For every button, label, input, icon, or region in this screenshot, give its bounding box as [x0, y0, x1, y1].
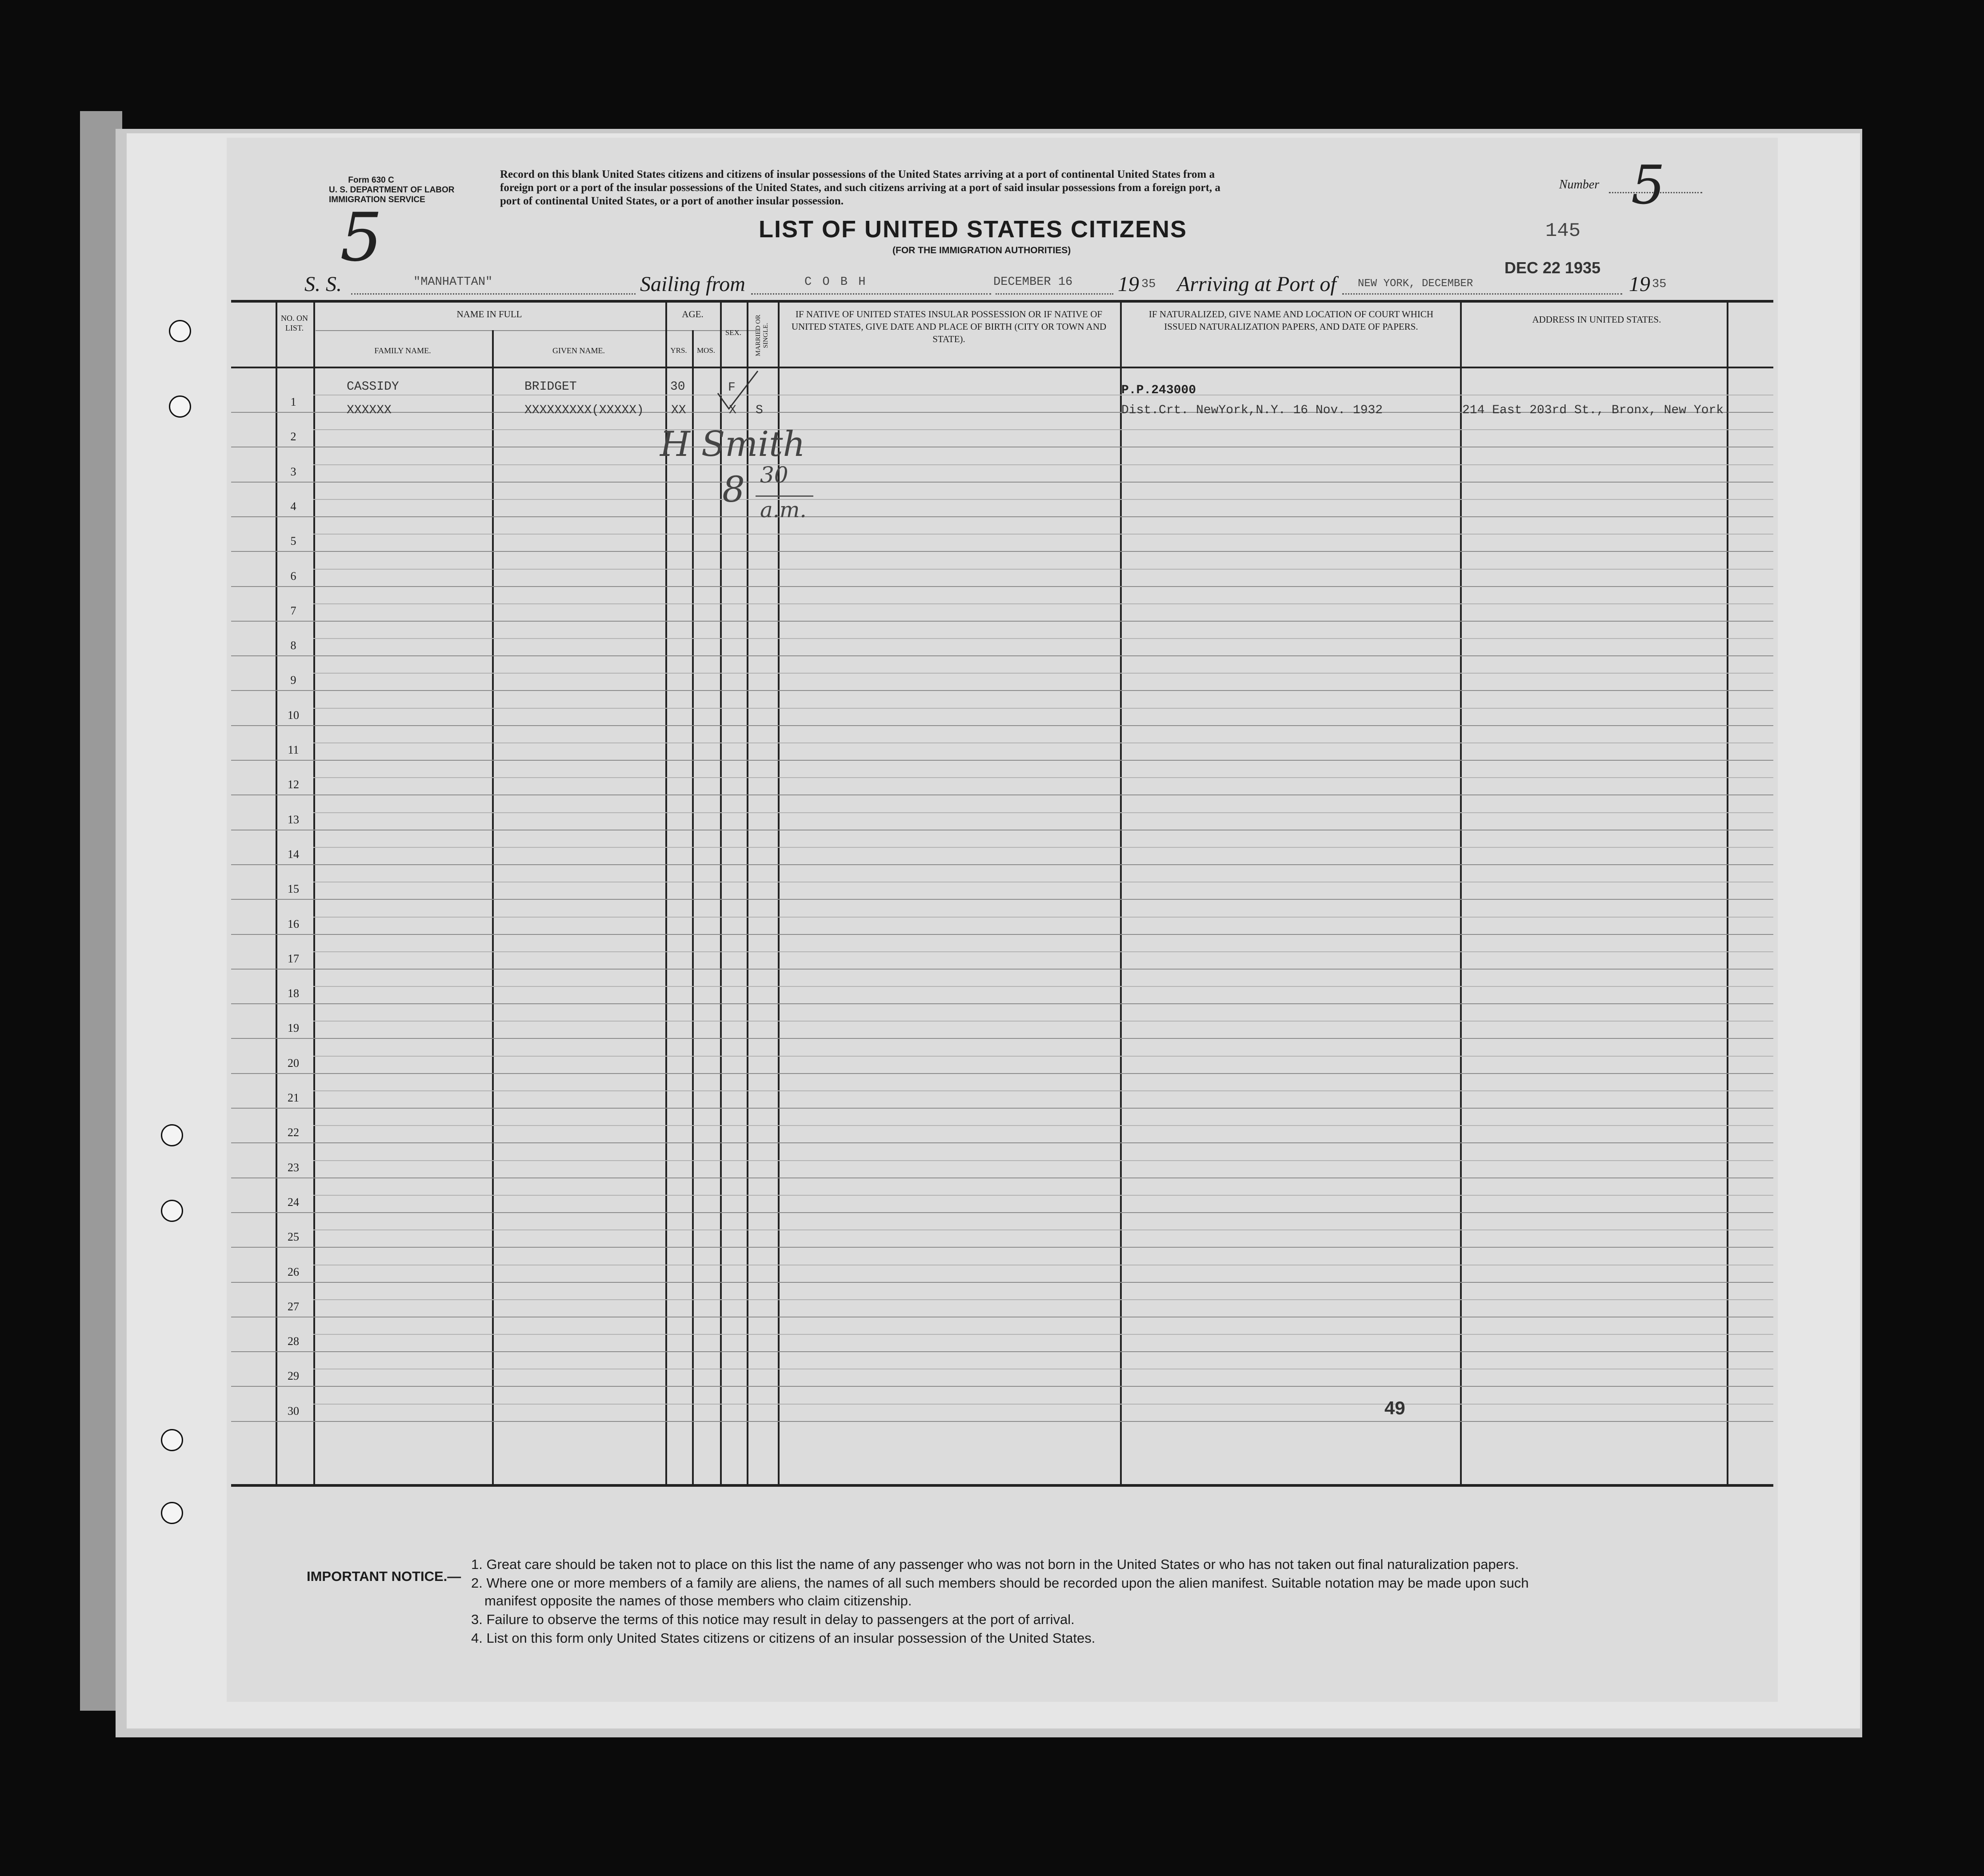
sailing-year-prefix: 19 [1118, 272, 1139, 296]
header-family-name: FAMILY NAME. [374, 346, 431, 355]
header-years: YRS. [670, 346, 687, 355]
header-sex: SEX. [725, 328, 742, 337]
row-subrule [313, 1404, 1773, 1405]
sailing-date-line [996, 293, 1113, 295]
row-rule [231, 1177, 1773, 1178]
row-subrule [313, 603, 1773, 604]
row-rule [231, 1142, 1773, 1143]
row-number: 20 [288, 1056, 299, 1070]
row-number: 12 [288, 778, 299, 791]
header-address: ADDRESS IN UNITED STATES. [1532, 314, 1661, 325]
row-number: 22 [288, 1126, 299, 1139]
row-subrule [313, 1299, 1773, 1300]
row-rule [231, 1282, 1773, 1283]
row-rule [231, 1247, 1773, 1248]
us-address: 214 East 203rd St., Bronx, New York. [1462, 403, 1731, 417]
notice-label: IMPORTANT NOTICE.— [307, 1569, 461, 1584]
header-naturalization: IF NATURALIZED, GIVE NAME AND LOCATION OF COURT WHICH ISSUED NATURALIZATION PAPERS, AND DATE OF PAPERS. [1148, 309, 1434, 332]
sex-struck: X [729, 403, 736, 417]
row-number: 13 [288, 813, 299, 826]
table-bottom-rule [231, 1484, 1773, 1487]
punch-hole [169, 320, 191, 342]
row-number: 18 [288, 987, 299, 1000]
row-subrule [313, 1021, 1773, 1022]
row-number: 7 [290, 604, 296, 617]
arrival-year-prefix: 19 [1629, 272, 1650, 296]
column-divider [720, 300, 722, 1486]
header-no-on-list: NO. ON LIST. [281, 314, 308, 332]
family-name-struck: XXXXXX [347, 403, 392, 417]
notice-item-3: 3. Failure to observe the terms of this notice may result in delay to passengers at the port of arrival. [471, 1612, 1075, 1627]
punch-hole [161, 1200, 183, 1222]
given-name-correction: BRIDGET [524, 380, 577, 394]
sailing-date: DECEMBER 16 [993, 275, 1073, 289]
row-subrule [313, 673, 1773, 674]
passenger-table [231, 300, 1773, 1486]
handwritten-hour: 8 [722, 469, 745, 510]
punch-hole [169, 395, 191, 418]
row-rule [231, 516, 1773, 517]
notice-item-2: 2. Where one or more members of a family are aliens, the names of all such members should be recorded upon the alien manifest. Suitable notation may be made upon such [471, 1575, 1529, 1591]
age-struck: XX [671, 403, 686, 417]
row-subrule [313, 847, 1773, 848]
sailing-from-label: Sailing from [640, 272, 745, 296]
row-subrule [313, 1334, 1773, 1335]
row-subrule [313, 1125, 1773, 1126]
sailing-year: 35 [1141, 278, 1156, 291]
row-number: 21 [288, 1091, 299, 1104]
row-number: 16 [288, 917, 299, 930]
header-months: MOS. [696, 346, 716, 355]
row-subrule [313, 499, 1773, 500]
handwritten-number: 5 [1631, 155, 1665, 216]
row-rule [231, 482, 1773, 483]
sex-correction: F [728, 381, 736, 395]
arrival-year: 35 [1652, 278, 1667, 291]
row-subrule [313, 1090, 1773, 1091]
stamp-number: 145 [1545, 220, 1581, 242]
naturalization-court: Dist.Crt. NewYork,N.Y. 16 Nov. 1932 [1121, 403, 1383, 417]
check-mark-icon [716, 367, 760, 415]
row-number: 14 [288, 847, 299, 861]
column-divider [1460, 300, 1462, 1486]
row-subrule [313, 464, 1773, 465]
header-age: AGE. [682, 309, 704, 319]
handwritten-inspector-name: H Smith [660, 424, 805, 464]
row-rule [231, 1073, 1773, 1074]
row-rule [231, 1003, 1773, 1004]
row-number: 2 [290, 430, 296, 443]
row-rule [231, 969, 1773, 970]
ship-name: "MANHATTAN" [413, 275, 493, 289]
row-subrule [313, 534, 1773, 535]
family-name-correction: CASSIDY [347, 380, 399, 394]
row-rule [231, 725, 1773, 726]
row-rule [231, 794, 1773, 795]
age-correction: 30 [670, 380, 685, 394]
arrival-port-line [1342, 293, 1622, 295]
row-subrule [313, 986, 1773, 987]
row-subrule [313, 1056, 1773, 1057]
row-subrule [313, 951, 1773, 952]
row-subrule [313, 569, 1773, 570]
page-title: LIST OF UNITED STATES CITIZENS [759, 216, 1187, 243]
row-subrule [313, 917, 1773, 918]
table-top-rule [231, 300, 1773, 303]
row-subrule [313, 777, 1773, 778]
row-rule [231, 899, 1773, 900]
row-number: 15 [288, 882, 299, 896]
row-number: 24 [288, 1195, 299, 1209]
number-label: Number [1559, 178, 1600, 192]
handwritten-am: a.m. [760, 498, 807, 523]
form-number: Form 630 C [348, 176, 394, 185]
header-bottom-rule [231, 367, 1773, 368]
ss-label: S. S. [304, 272, 342, 296]
department-label: U. S. DEPARTMENT OF LABOR [329, 185, 455, 195]
instructions-line: foreign port or a port of the insular possessions of the United States, and such citizens arriving at a port of said insular possessions from a foreign port, a [500, 182, 1220, 194]
row-rule [231, 690, 1773, 691]
row-rule [231, 760, 1773, 761]
page-subtitle: (FOR THE IMMIGRATION AUTHORITIES) [892, 245, 1071, 255]
row-number: 30 [288, 1404, 299, 1417]
row-number: 19 [288, 1022, 299, 1035]
notice-item-4: 4. List on this form only United States citizens or citizens of an insular possession of the United States. [471, 1630, 1096, 1646]
row-number: 4 [290, 499, 296, 513]
handwritten-minutes: 30 [760, 462, 788, 488]
row-number: 25 [288, 1230, 299, 1244]
row-subrule [313, 708, 1773, 709]
service-label: IMMIGRATION SERVICE [329, 195, 425, 204]
row-rule [231, 655, 1773, 656]
form-instructions [500, 168, 1220, 208]
column-divider [1120, 300, 1122, 1486]
punch-hole [161, 1124, 183, 1146]
row-number: 11 [288, 743, 299, 756]
row-number: 3 [290, 465, 296, 478]
column-divider [1727, 300, 1728, 1486]
passport-number: P.P.243000 [1121, 383, 1196, 397]
page-count: 49 [1384, 1397, 1405, 1418]
row-number: 6 [290, 569, 296, 583]
punch-hole [161, 1429, 183, 1451]
row-number: 9 [290, 674, 296, 687]
arriving-label: Arriving at Port of [1177, 272, 1336, 296]
row-number: 26 [288, 1265, 299, 1278]
row-number: 10 [288, 708, 299, 722]
column-divider [313, 300, 315, 1486]
row-subrule [313, 638, 1773, 639]
column-divider [665, 300, 667, 1486]
received-date-stamp: DEC 22 1935 [1504, 259, 1601, 277]
sailing-port: C O B H [804, 275, 868, 289]
sailing-port-line [751, 293, 991, 295]
notice-item-2-cont: manifest opposite the names of those members who claim citizenship. [484, 1593, 912, 1609]
handwritten-fraction-line [756, 495, 813, 497]
row-number: 1 [290, 395, 296, 408]
row-subrule [313, 1160, 1773, 1161]
row-subrule [313, 742, 1773, 743]
marital-status: S [756, 403, 763, 417]
row-rule [231, 1421, 1773, 1422]
row-subrule [313, 1229, 1773, 1230]
given-name-struck: XXXXXXXXX(XXXXX) [524, 403, 644, 417]
row-number: 5 [290, 535, 296, 548]
row-rule [231, 934, 1773, 935]
instructions-line: port of continental United States, or a port of another insular possession. [500, 195, 844, 207]
row-rule [231, 551, 1773, 552]
header-married-single: MARRIED OR SINGLE. [755, 315, 769, 356]
punch-hole [161, 1502, 183, 1524]
column-divider [747, 300, 748, 1486]
row-rule [231, 586, 1773, 587]
header-name-in-full: NAME IN FULL [456, 309, 522, 319]
row-rule [231, 1212, 1773, 1213]
header-insular-birth: IF NATIVE OF UNITED STATES INSULAR POSSESSION OR IF NATIVE OF UNITED STATES, GIVE DATE AND PLACE OF BIRTH (CITY OR TOWN AND STATE). [791, 309, 1107, 344]
row-number: 23 [288, 1161, 299, 1174]
row-rule [231, 1386, 1773, 1387]
handwritten-page-mark: 5 [340, 199, 383, 276]
row-subrule [313, 812, 1773, 813]
column-divider [692, 330, 694, 1486]
instructions-line: Record on this blank United States citizens and citizens of insular possessions of the United States arriving at a port of continental United States from a [500, 168, 1215, 180]
row-number: 29 [288, 1369, 299, 1383]
ship-name-line [351, 293, 636, 295]
row-rule [231, 1351, 1773, 1352]
notice-item-1: 1. Great care should be taken not to place on this list the name of any passenger who was not born in the United States or who has not taken out final naturalization papers. [471, 1557, 1519, 1572]
row-number: 28 [288, 1335, 299, 1348]
row-subrule [313, 1195, 1773, 1196]
row-rule [231, 1108, 1773, 1109]
row-rule [231, 1038, 1773, 1039]
header-given-name: GIVEN NAME. [552, 346, 605, 355]
row-number: 17 [288, 952, 299, 965]
row-subrule [313, 429, 1773, 430]
column-divider [492, 330, 494, 1486]
row-number: 27 [288, 1300, 299, 1313]
row-rule [231, 621, 1773, 622]
arrival-port: NEW YORK, DECEMBER [1358, 278, 1473, 290]
row-number: 8 [290, 639, 296, 652]
row-rule [231, 864, 1773, 865]
